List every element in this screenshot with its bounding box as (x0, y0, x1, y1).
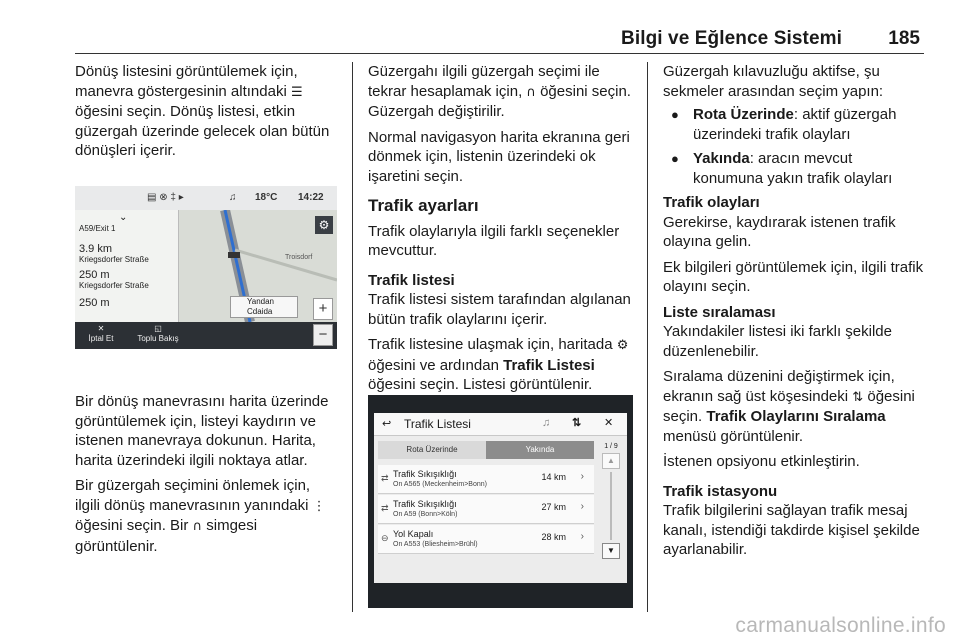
more-icon: ⋮ (312, 498, 326, 514)
sort-icon: ⇅ (852, 389, 864, 405)
list-item[interactable]: A59/Exit 1 (79, 224, 116, 233)
column-divider (352, 62, 353, 612)
zoom-in-button[interactable]: + (313, 298, 333, 320)
scrollbar[interactable] (601, 443, 621, 578)
chevron-right-icon: › (580, 501, 584, 512)
map-road-label: Troisdorf (285, 254, 313, 261)
column-1 (75, 62, 337, 167)
turn-list[interactable] (75, 210, 179, 322)
zoom-out-button[interactable]: − (313, 324, 333, 346)
paragraph: İstenen opsiyonu etkinleştirin. (663, 453, 860, 470)
list-item[interactable]: 3.9 km Kriegsdorfer Straße (79, 243, 149, 264)
cancel-button[interactable]: ✕ İptal Et (88, 324, 114, 343)
paragraph: Liste sıralaması Yakındakiler listesi iki farklı şekilde düzenlenebilir. (663, 303, 925, 362)
traffic-jam-icon: ⇄ (381, 503, 389, 513)
subheading: Liste sıralaması (663, 303, 776, 321)
column-1-lower (75, 392, 337, 562)
page-number: 185 (888, 28, 920, 49)
paragraph: Ek bilgileri görüntülemek için, ilgili trafik olayını seçin. (663, 258, 924, 295)
navigation-screenshot (75, 186, 337, 349)
traffic-title-bar (374, 413, 627, 436)
gear-icon[interactable]: ⚙ (315, 216, 333, 234)
table-row[interactable]: ⇄ Trafik Sıkışıklığı On A59 (Bonn>Köln) 27 km › (378, 495, 594, 524)
avoid-icon: ∩ (192, 519, 203, 534)
header-title: Bilgi ve Eğlence Sistemi (621, 28, 842, 49)
status-time: 14:22 (298, 192, 324, 203)
paragraph: Trafik listesi Trafik listesi sistem tarafından algılanan bütün trafik olaylarını içerir. (368, 271, 636, 330)
page-indicator: 1 / 9 (604, 443, 618, 450)
subheading: Trafik olayları (663, 194, 760, 211)
section-heading: Trafik ayarları (368, 196, 479, 215)
traffic-title: Trafik Listesi (404, 417, 471, 431)
tab-on-route[interactable]: Rota Üzerinde (378, 441, 486, 459)
traffic-list-screenshot (368, 395, 633, 608)
paragraph: Trafik olayları Gerekirse, kaydırarak istenen trafik olayına gelin. (663, 193, 925, 252)
paragraph: Bir dönüş manevrasını harita üzerinde görüntülemek için, listeyi kaydırın ve istenen manevraya dokunun. Harita, harita üzerindeki ilgili noktaya atlar. (75, 393, 329, 469)
chevron-right-icon: › (580, 531, 584, 542)
status-temperature: 18°C (255, 192, 278, 203)
settings-icon: ⚙ (616, 338, 629, 353)
watermark: carmanualsonline.info (735, 614, 946, 637)
music-icon: ♫ (542, 417, 551, 429)
list-item: ● Yakında: aracın mevcut konumuna yakın trafik olayları (663, 149, 925, 188)
paragraph: Dönüş listesini görüntülemek için, manevra göstergesinin altındaki ☰ öğesini seçin. Dönüş listesi, etkin güzergah üzerinde gelecek olan bütün dönüşleri içerir. (75, 63, 330, 159)
table-row[interactable]: ⊖ Yol Kapalı On A553 (Bliesheim>Brühl) 28 km › (378, 525, 594, 554)
list-icon: ☰ (290, 84, 303, 100)
traffic-tabs (378, 441, 594, 459)
scroll-down-icon[interactable]: ▼ (602, 543, 620, 559)
paragraph: Bir güzergah seçimini önlemek için, ilgili dönüş manevrasının yanındaki ⋮ öğesini seçin. Bir ∩ simgesi görüntülenir. (75, 477, 326, 555)
paragraph: Sıralama düzenini değiştirmek için, ekranın sağ üst köşesindeki ⇅ öğesini seçin. Trafik Olaylarını Sıralama menüsü görüntülenir. (663, 368, 915, 445)
tab-nearby[interactable]: Yakında (486, 441, 594, 459)
side-view-button[interactable]: Yandan Cdaida (230, 296, 298, 318)
list-item: ● Rota Üzerinde: aktif güzergah üzerindeki trafik olayları (663, 105, 925, 144)
music-icon: ♫ (229, 192, 237, 203)
paragraph: Trafik listesine ulaşmak için, haritada ⚙ öğesini ve ardından Trafik Listesi öğesini seçin. Listesi görüntülenir. (368, 336, 629, 393)
avoid-icon: ∩ (526, 84, 536, 100)
list-item[interactable]: 250 m (79, 297, 110, 309)
bullet-list (663, 105, 925, 188)
column-3 (663, 62, 925, 566)
list-item[interactable]: 250 m Kriegsdorfer Straße (79, 269, 149, 290)
subheading: Trafik listesi (368, 271, 455, 289)
close-icon[interactable]: ✕ (604, 417, 614, 429)
chevron-right-icon: › (580, 471, 584, 482)
scroll-up-icon[interactable]: ▲ (602, 453, 620, 469)
back-icon[interactable]: ↩ (382, 418, 392, 430)
traffic-jam-icon: ⇄ (381, 473, 389, 483)
road-closed-icon: ⊖ (381, 533, 389, 543)
subheading: Trafik istasyonu (663, 482, 778, 500)
traffic-panel (374, 413, 627, 583)
paragraph: Güzergah kılavuzluğu aktifse, şu sekmeler arasından seçim yapın: (663, 63, 884, 100)
header-rule (75, 53, 924, 54)
paragraph: Trafik istasyonu Trafik bilgilerini sağlayan trafik mesaj kanalı, istendiği takdirde kişisel şekilde ayarlanabilir. (663, 482, 925, 560)
sort-icon[interactable]: ⇅ (572, 417, 582, 429)
column-divider (647, 62, 648, 612)
chevron-down-icon[interactable]: ⌄ (119, 212, 128, 223)
table-row[interactable]: ⇄ Trafik Sıkışıklığı On A565 (Meckenheim>Bonn) 14 km › (378, 465, 594, 494)
status-bar (75, 186, 337, 210)
column-2 (368, 62, 636, 401)
paragraph: Normal navigasyon harita ekranına geri dönmek için, listenin üzerindeki ok işaretini seçin. (368, 128, 630, 185)
paragraph: Trafik olaylarıyla ilgili farklı seçenekler mevcuttur. (368, 222, 620, 259)
status-icons: ▤ ⊗ ‡ ▸ (147, 192, 184, 203)
page-header (0, 0, 960, 56)
paragraph: Güzergahı ilgili güzergah seçimi ile tekrar hesaplamak için, ∩ öğesini seçin. Güzergah değiştirilir. (368, 63, 631, 120)
bottom-bar (75, 322, 337, 349)
scroll-track[interactable] (610, 472, 612, 540)
overview-button[interactable]: ◱ Toplu Bakış (137, 324, 179, 343)
